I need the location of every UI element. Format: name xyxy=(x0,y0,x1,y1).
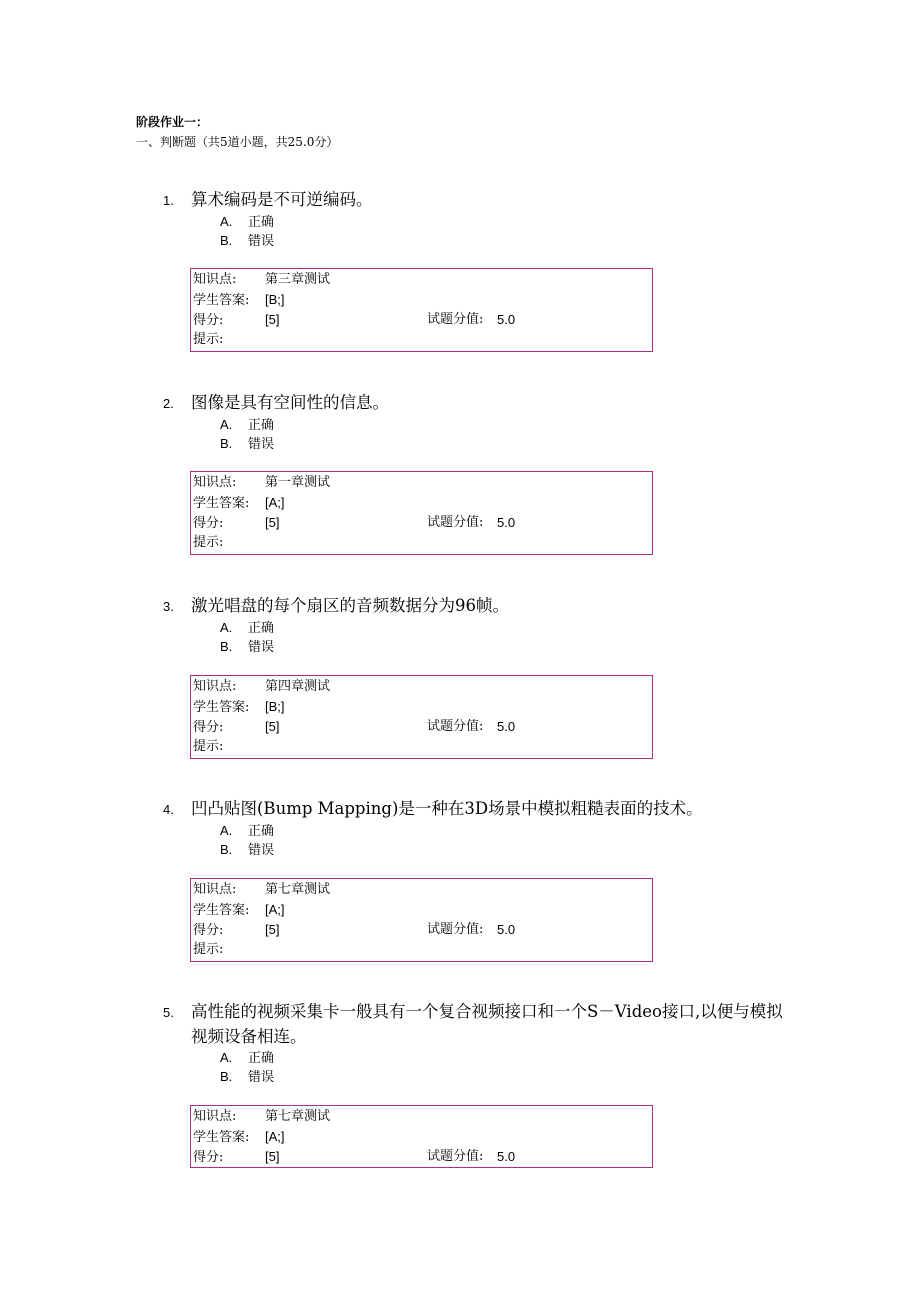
question-text: 激光唱盘的每个扇区的音频数据分为96帧。 xyxy=(191,596,509,615)
score-value-label: 试题分值: xyxy=(427,1149,484,1164)
option-letter: A. xyxy=(220,620,233,635)
score-value: [5] xyxy=(265,922,280,937)
knowledge-value: 第三章测试 xyxy=(265,272,331,287)
score-value: [5] xyxy=(265,719,280,734)
answer-label: 学生答案: xyxy=(193,1130,250,1145)
question-text: 图像是具有空间性的信息。 xyxy=(191,393,389,412)
knowledge-value: 第七章测试 xyxy=(265,1109,331,1124)
option-a[interactable] xyxy=(220,211,274,230)
answer-value: [A;] xyxy=(265,902,285,917)
option-b[interactable] xyxy=(220,839,274,858)
option-letter: A. xyxy=(220,823,233,838)
score-value-label: 试题分值: xyxy=(427,719,484,734)
score-label: 得分: xyxy=(193,313,224,328)
answer-info-box xyxy=(190,878,653,962)
option-letter: B. xyxy=(220,842,233,857)
answer-value: [B;] xyxy=(265,699,285,714)
question-number: 2. xyxy=(163,396,174,411)
score-label: 得分: xyxy=(193,516,224,531)
knowledge-label: 知识点: xyxy=(193,1109,237,1124)
score-value: [5] xyxy=(265,1149,280,1164)
score-value-label: 试题分值: xyxy=(427,922,484,937)
knowledge-label: 知识点: xyxy=(193,679,237,694)
knowledge-label: 知识点: xyxy=(193,882,237,897)
score-label: 得分: xyxy=(193,1150,224,1165)
knowledge-value: 第四章测试 xyxy=(265,679,331,694)
knowledge-label: 知识点: xyxy=(193,475,237,490)
section-title: 一、判断题（共5道小题，共25.0分） xyxy=(136,135,339,149)
option-letter: B. xyxy=(220,639,233,654)
score-value: [5] xyxy=(265,312,280,327)
hint-label: 提示: xyxy=(193,332,224,347)
question-text: 高性能的视频采集卡一般具有一个复合视频接口和一个S－Video接口,以便与模拟视频设备相连。 xyxy=(191,1002,783,1046)
score-value-number: 5.0 xyxy=(497,922,516,937)
score-value-label: 试题分值: xyxy=(427,312,484,327)
question-number: 5. xyxy=(163,1005,174,1020)
option-letter: B. xyxy=(220,436,233,451)
document-title: 阶段作业一： xyxy=(136,115,209,129)
score-value-number: 5.0 xyxy=(497,1149,516,1164)
option-letter: A. xyxy=(220,214,233,229)
option-text: 错误 xyxy=(248,234,275,249)
score-value: [5] xyxy=(265,515,280,530)
hint-label: 提示: xyxy=(193,535,224,550)
score-label: 得分: xyxy=(193,720,224,735)
score-value-label: 试题分值: xyxy=(427,515,484,530)
option-letter: B. xyxy=(220,233,233,248)
question-number: 3. xyxy=(163,599,174,614)
answer-label: 学生答案: xyxy=(193,903,250,918)
question-text: 凹凸贴图(Bump Mapping)是一种在3D场景中模拟粗糙表面的技术。 xyxy=(191,799,703,818)
option-text: 错误 xyxy=(248,437,275,452)
option-a[interactable] xyxy=(220,820,274,839)
option-text: 错误 xyxy=(248,843,275,858)
answer-info-box xyxy=(190,268,653,352)
answer-value: [A;] xyxy=(265,495,285,510)
answer-info-box xyxy=(190,675,653,759)
option-text: 错误 xyxy=(248,1070,275,1085)
answer-label: 学生答案: xyxy=(193,496,250,511)
answer-info-box xyxy=(190,1105,653,1168)
question-number: 4. xyxy=(163,802,174,817)
option-text: 正确 xyxy=(248,1051,275,1066)
answer-label: 学生答案: xyxy=(193,293,250,308)
option-text: 错误 xyxy=(248,640,275,655)
knowledge-value: 第一章测试 xyxy=(265,475,331,490)
answer-value: [A;] xyxy=(265,1129,285,1144)
option-b[interactable] xyxy=(220,230,274,249)
option-a[interactable] xyxy=(220,1047,274,1066)
option-a[interactable] xyxy=(220,617,274,636)
option-letter: A. xyxy=(220,417,233,432)
answer-label: 学生答案: xyxy=(193,700,250,715)
score-value-number: 5.0 xyxy=(497,719,516,734)
option-text: 正确 xyxy=(248,418,275,433)
option-b[interactable] xyxy=(220,636,274,655)
option-text: 正确 xyxy=(248,621,275,636)
option-a[interactable] xyxy=(220,414,274,433)
knowledge-label: 知识点: xyxy=(193,272,237,287)
answer-value: [B;] xyxy=(265,292,285,307)
knowledge-value: 第七章测试 xyxy=(265,882,331,897)
option-b[interactable] xyxy=(220,1066,274,1085)
option-text: 正确 xyxy=(248,824,275,839)
option-letter: A. xyxy=(220,1050,233,1065)
score-value-number: 5.0 xyxy=(497,515,516,530)
hint-label: 提示: xyxy=(193,942,224,957)
option-b[interactable] xyxy=(220,433,274,452)
score-label: 得分: xyxy=(193,923,224,938)
question-number: 1. xyxy=(163,193,174,208)
question-text: 算术编码是不可逆编码。 xyxy=(191,190,373,209)
score-value-number: 5.0 xyxy=(497,312,516,327)
hint-label: 提示: xyxy=(193,739,224,754)
answer-info-box xyxy=(190,471,653,555)
option-letter: B. xyxy=(220,1069,233,1084)
option-text: 正确 xyxy=(248,215,275,230)
